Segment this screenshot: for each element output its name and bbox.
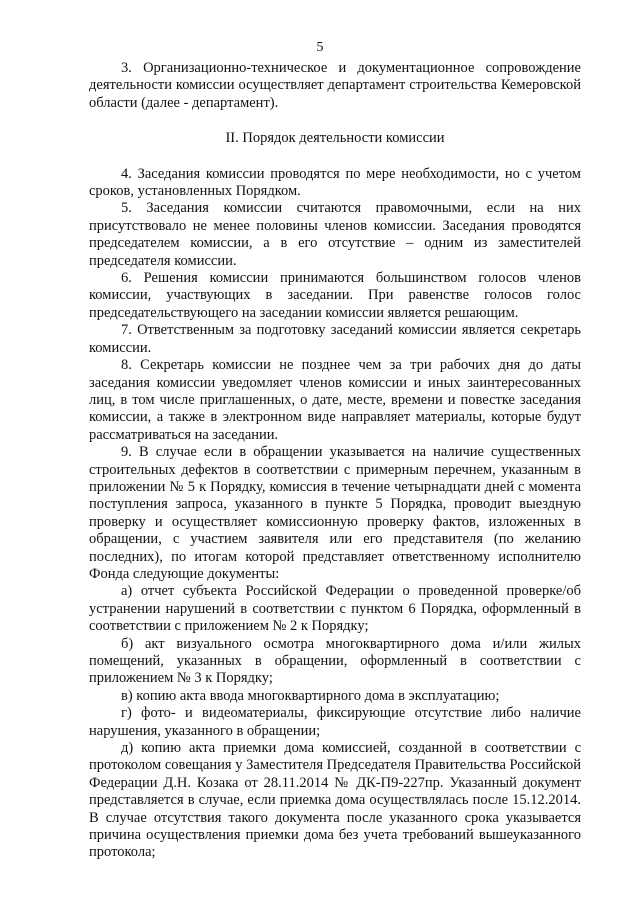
subitem-v: в) копию акта ввода многоквартирного дома в эксплуатацию; bbox=[121, 687, 500, 704]
page-number: 5 bbox=[316, 40, 324, 55]
subitem-b: б) акт визуального осмотра многоквартирного дома и/или жилых помещений, указанных в обращении, оформленный в соответствии с приложением № 3 к Порядку; bbox=[89, 635, 581, 687]
subitem-g: г) фото- и видеоматериалы, фиксирующие отсутствие либо наличие нарушения, указанного в обращении; bbox=[89, 705, 581, 739]
paragraph-5: 5. Заседания комиссии считаются правомочными, если на них присутствовало не менее половины членов комиссии. Заседания проводятся председателем комиссии, а в его отсутствие – одним из заместителей председателя комиссии. bbox=[89, 200, 581, 269]
paragraph-6: 6. Решения комиссии принимаются большинством голосов членов комиссии, участвующих в заседании. При равенстве голосов голос председательствующего на заседании комиссии является решающим. bbox=[89, 270, 581, 321]
paragraph-4: 4. Заседания комиссии проводятся по мере необходимости, но с учетом сроков, установленных Порядком. bbox=[89, 165, 581, 200]
paragraph-9: 9. В случае если в обращении указывается на наличие существенных строительных дефектов в соответствии с примерным перечнем, указанным в приложении № 5 к Порядку, комиссия в течение четырнадцати дней с момента поступления запроса, указанного в пункте 5 Порядка, проводит выездную проверку и осуществляет комиссионную проверку фактов, изложенных в обращении, с участием заявителя или его представителя (по желанию последних), по итогам которой представляет ответственному исполнителю Фонда следующие документы: bbox=[89, 444, 581, 582]
section-heading: II. Порядок деятельности комиссии bbox=[225, 130, 445, 147]
paragraph-7: 7. Ответственным за подготовку заседаний комиссии является секретарь комиссии. bbox=[89, 322, 581, 356]
subitem-d: д) копию акта приемки дома комиссией, созданной в соответствии с протоколом совещания у Заместителя Председателя Правительства Российской Федерации Д.Н. Козака от 28.11.2014 № ДК-П9-227пр. Указанный документ представляется в случае, если приемка дома осуществлялась после 15.12.2014. В случае отсутствия такого документа после указанного срока указывается причина осуществления приемки дома без учета требований вышеуказанного протокола; bbox=[89, 740, 581, 861]
subitem-a: а) отчет субъекта Российской Федерации о проведенной проверке/об устранении нарушений в соответствии с пунктом 6 Порядка, оформленный в соответствии с приложением № 2 к Порядку; bbox=[89, 583, 581, 635]
document-body bbox=[89, 60, 581, 862]
paragraph-8: 8. Секретарь комиссии не позднее чем за три рабочих дня до даты заседания комиссии уведомляет членов комиссии и иных заинтересованных лиц, в том числе приглашенных, о дате, месте, времени и повестке заседания комиссии, а также в электронном виде направляет материалы, которые будут рассматриваться на заседании. bbox=[89, 357, 581, 443]
paragraph-3: 3. Организационно-техническое и документационное сопровождение деятельности комиссии осуществляет департамент строительства Кемеровской области (далее - департамент). bbox=[89, 60, 581, 111]
